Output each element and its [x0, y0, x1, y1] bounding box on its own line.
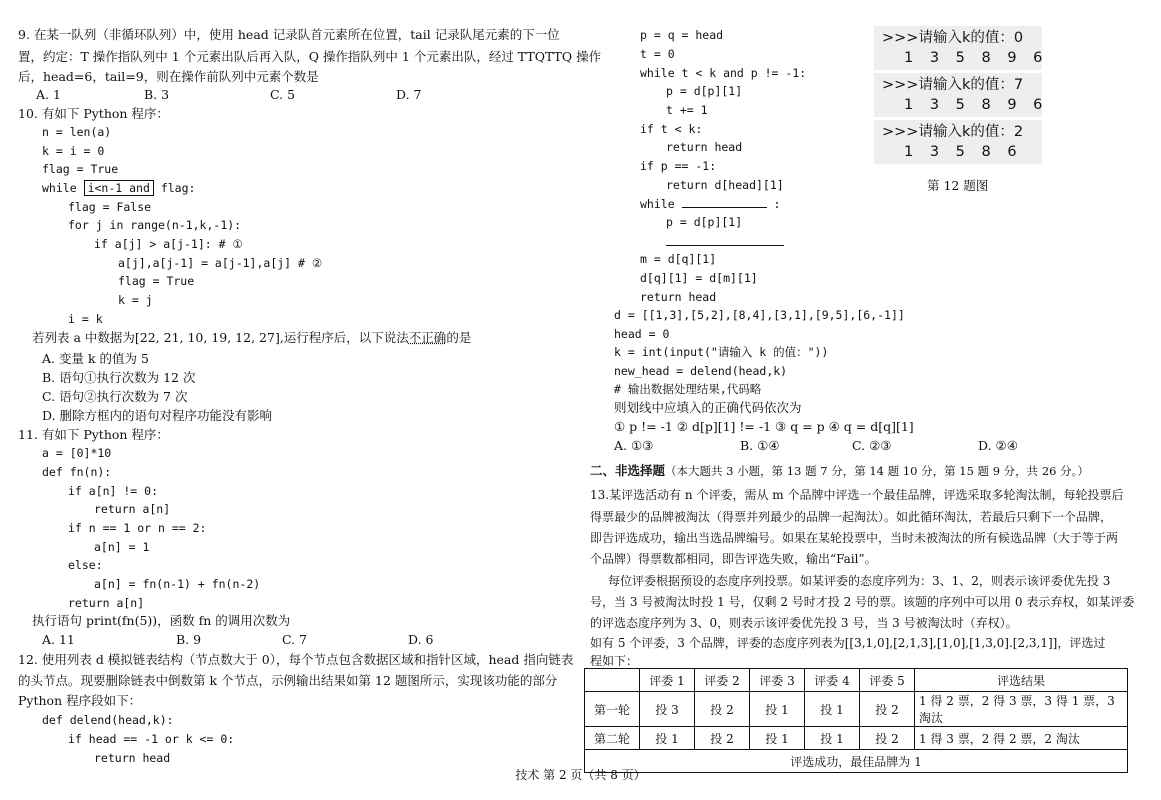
q11-stem: 执行语句 print(fn(5))，函数 fn 的调用次数为: [32, 613, 291, 628]
code-line: return d[head][1]: [666, 178, 784, 192]
q10-stem-a: 若列表 a 中数据为[22, 21, 10, 19, 12, 27],运行程序后，以下说法: [32, 330, 409, 345]
code-line: def fn(n):: [42, 465, 112, 479]
code-line: else:: [68, 558, 103, 572]
table-cell: 第一轮: [585, 692, 640, 727]
output-result: 1 3 5 8 9 6: [904, 50, 1049, 66]
code-line: # 输出数据处理结果,代码略: [614, 382, 762, 396]
q10-stem-b: 的是: [446, 330, 472, 345]
code-line: k = int(input("请输入 k 的值：")): [614, 345, 829, 359]
q12-choices: ① p != -1 ② d[p][1] != -1 ③ q = p ④ q = d[q][1]: [614, 419, 914, 434]
section2-header: [590, 462, 1089, 480]
q13-line3: 即告评选成功，输出当选品牌编号。如果在某轮投票中，当时未被淘汰的所有候选品牌（大于等于两: [590, 531, 1119, 545]
code-line: p = d[p][1]: [666, 84, 743, 98]
code-line: n = len(a): [42, 125, 112, 139]
code-line: k = j: [118, 293, 153, 307]
page-footer: 技术 第 2 页（共 8 页）: [515, 768, 646, 782]
voting-table: [584, 668, 1128, 773]
code-line: p = q = head: [640, 28, 724, 42]
q9-line2: 置，约定：T 操作指队列中 1 个元素出队后再入队，Q 操作指队列中 1 个元素出队，经过 TTQTTQ 操作: [18, 49, 602, 64]
table-cell: 1 得 2 票，2 得 3 票，3 得 1 票，3 淘汰: [915, 692, 1128, 727]
q9-line3: 后，head=6，tail=9，则在操作前队列中元素个数是: [18, 69, 319, 84]
code-line: if head == -1 or k <= 0:: [68, 732, 235, 746]
q10-option-d: D. 删除方框内的语句对程序功能没有影响: [42, 408, 273, 423]
table-final-result: 评选成功，最佳品牌为 1: [585, 750, 1128, 773]
code-line-while: [42, 179, 195, 197]
while-keyword: while: [640, 197, 675, 211]
code-line: return head: [666, 140, 743, 154]
table-row: [585, 727, 1128, 750]
q9-option-d: D. 7: [396, 87, 422, 102]
q12-line3: Python 程序段如下：: [18, 693, 142, 708]
table-cell: 投 1: [750, 692, 805, 727]
code-line: return a[n]: [94, 502, 171, 516]
q11-intro: 11. 有如下 Python 程序：: [18, 427, 169, 442]
code-line: if n == 1 or n == 2:: [68, 521, 207, 535]
code-line: a[n] = 1: [94, 540, 150, 554]
code-line: a[n] = fn(n-1) + fn(n-2): [94, 577, 261, 591]
q10-stem: [32, 329, 471, 347]
q11-option-a: A. 11: [42, 632, 75, 647]
output-prompt: >>>请输入k的值：7: [882, 77, 1024, 93]
table-cell: 投 1: [805, 692, 860, 727]
table-cell: 评委 4: [805, 669, 860, 692]
q10-stem-emphasis: 不正确: [408, 330, 447, 345]
q12-option-d: D. ②④: [978, 438, 1018, 453]
q10-option-b: B. 语句①执行次数为 12 次: [42, 370, 196, 385]
output-box-2: [874, 73, 1049, 117]
q9-option-b: B. 3: [144, 87, 170, 102]
table-cell: 1 得 3 票，2 得 2 票，2 淘汰: [915, 727, 1128, 750]
q13-line7: 的评选态度序列为 3、0，则表示该评委优先投 3 号，当 3 号被淘汰时（弃权）。: [590, 616, 1018, 630]
q10-option-c: C. 语句②执行次数为 7 次: [42, 389, 188, 404]
code-line: t += 1: [666, 103, 708, 117]
output-box-1: [874, 26, 1049, 70]
code-line: m = d[q][1]: [640, 252, 717, 266]
while-rest: flag:: [160, 181, 196, 195]
code-line: t = 0: [640, 47, 675, 61]
q13-line8: 如有 5 个评委，3 个品牌，评委的态度序列表为[[3,1,0],[2,1,3],[1,0],[1,3,0].[2,3,1]]，评选过: [590, 636, 1106, 650]
q13-line9: 程如下：: [590, 654, 639, 668]
section2-note: （本大题共 3 小题，第 13 题 7 分，第 14 题 10 分，第 15 题 9 分，共 26 分。）: [665, 464, 1089, 478]
q12-option-c: C. ②③: [852, 438, 892, 453]
boxed-condition: i<n-1 and: [84, 180, 154, 196]
table-cell: [585, 669, 640, 692]
table-cell: 投 2: [695, 727, 750, 750]
code-line: if a[n] != 0:: [68, 484, 159, 498]
output-prompt: >>>请输入k的值：2: [882, 124, 1024, 140]
code-line: d = [[1,3],[5,2],[8,4],[3,1],[9,5],[6,-1]]: [614, 308, 905, 322]
code-line: flag = True: [118, 274, 195, 288]
q9-line1: 9. 在某一队列（非循环队列）中，使用 head 记录队首元素所在位置，tail 记录队尾元素的下一位: [18, 27, 560, 42]
section2-title: 二、非选择题: [590, 463, 666, 478]
table-cell: 投 1: [805, 727, 860, 750]
table-row: [585, 692, 1128, 727]
code-line: p = d[p][1]: [666, 215, 743, 229]
table-cell: 评选结果: [915, 669, 1128, 692]
table-cell: 评委 2: [695, 669, 750, 692]
q13-line4: 个品牌）得票数都相同，即告评选失败，输出“Fail”。: [590, 552, 877, 566]
code-line: new_head = delend(head,k): [614, 364, 788, 378]
table-cell: 评委 1: [640, 669, 695, 692]
q13-line6: 号，当 3 号被淘汰时投 1 号，仅剩 2 号时才投 2 号的票。该题的序列中可以用 0 表示弃权，如某评委: [590, 595, 1135, 609]
code-line: k = i = 0: [42, 144, 105, 158]
figure-caption: 第 12 题图: [927, 178, 989, 193]
code-line: i = k: [68, 312, 103, 326]
q11-option-c: C. 7: [282, 632, 308, 647]
code-line: return head: [640, 290, 717, 304]
code-line: flag = True: [42, 162, 119, 176]
q11-option-d: D. 6: [408, 632, 434, 647]
answer-blank-1: [682, 195, 767, 208]
q12-blank-question: 则划线中应填入的正确代码依次为: [614, 400, 802, 415]
code-line-while-blank: [640, 195, 780, 213]
table-cell: 投 1: [640, 727, 695, 750]
code-line: if a[j] > a[j-1]: # ①: [94, 237, 243, 251]
table-cell: 投 2: [695, 692, 750, 727]
q12-option-b: B. ①④: [740, 438, 780, 453]
code-line: if p == -1:: [640, 159, 717, 173]
table-header-row: [585, 669, 1128, 692]
code-line: a[j],a[j-1] = a[j-1],a[j] # ②: [118, 256, 323, 270]
code-line: def delend(head,k):: [42, 713, 174, 727]
q12-line2: 的头节点。现要删除链表中倒数第 k 个节点，示例输出结果如第 12 题图所示，实现该功能的部分: [18, 673, 558, 688]
output-box-3: [874, 120, 1042, 164]
q13-line1: 13.某评选活动有 n 个评委，需从 m 个品牌中评选一个最佳品牌，评选采取多轮淘汰制，每轮投票后: [590, 488, 1124, 502]
table-cell: 评委 5: [860, 669, 915, 692]
q9-option-a: A. 1: [36, 87, 61, 102]
while-keyword: while: [42, 181, 77, 195]
q12-line1: 12. 使用列表 d 模拟链表结构（节点数大于 0），每个节点包含数据区域和指针区域，head 指向链表: [18, 652, 574, 667]
code-line: while t < k and p != -1:: [640, 66, 807, 80]
table-cell: 投 1: [750, 727, 805, 750]
q13-line5: 每位评委根据预设的态度序列投票。如某评委的态度序列为：3、1、2，则表示该评委优先投 3: [608, 574, 1111, 588]
table-cell: 第二轮: [585, 727, 640, 750]
q13-line2: 得票最少的品牌被淘汰（得票并列最少的品牌一起淘汰）。如此循环淘汰，若最后只剩下一个品牌，: [590, 510, 1113, 524]
output-prompt: >>>请输入k的值：0: [882, 30, 1024, 46]
table-cell: 投 2: [860, 692, 915, 727]
q11-option-b: B. 9: [176, 632, 202, 647]
code-line: flag = False: [68, 200, 152, 214]
code-line: d[q][1] = d[m][1]: [640, 271, 758, 285]
q12-option-a: A. ①③: [614, 438, 654, 453]
answer-blank-2: [666, 231, 784, 251]
table-cell: 投 3: [640, 692, 695, 727]
output-result: 1 3 5 8 9 6: [904, 97, 1049, 113]
code-line: for j in range(n-1,k,-1):: [68, 218, 242, 232]
table-cell: 评委 3: [750, 669, 805, 692]
q9-option-c: C. 5: [270, 87, 296, 102]
code-line: a = [0]*10: [42, 446, 112, 460]
code-line: return a[n]: [68, 596, 145, 610]
code-line: head = 0: [614, 327, 670, 341]
output-result: 1 3 5 8 6: [904, 144, 1023, 160]
table-cell: 投 2: [860, 727, 915, 750]
q10-intro: 10. 有如下 Python 程序：: [18, 106, 169, 121]
colon: :: [773, 197, 781, 211]
q10-option-a: A. 变量 k 的值为 5: [42, 351, 149, 366]
code-line: return head: [94, 751, 171, 765]
code-line: if t < k:: [640, 122, 703, 136]
